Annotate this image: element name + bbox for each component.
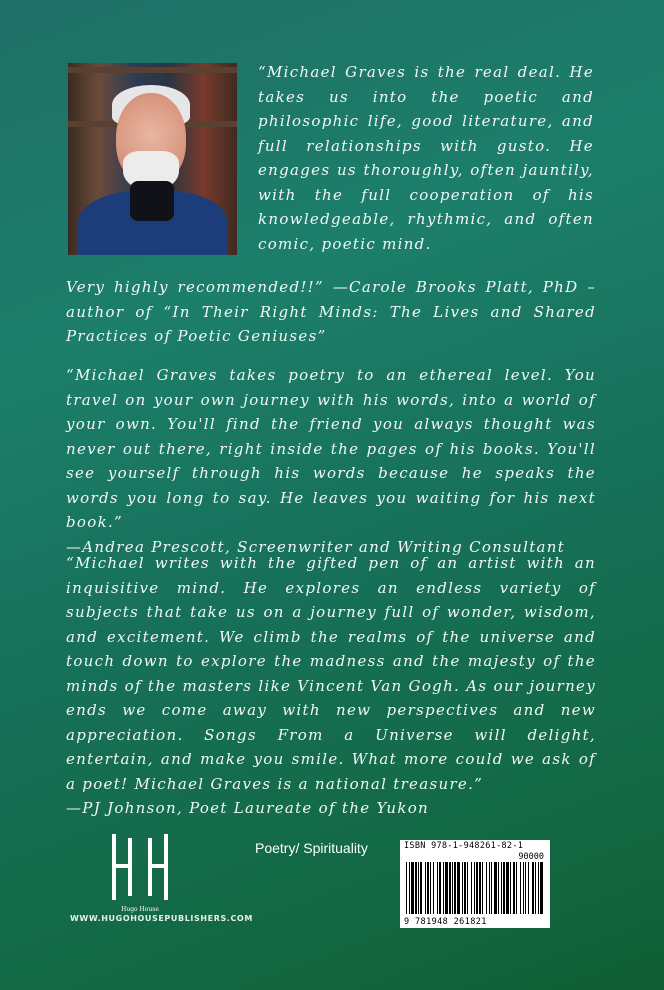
isbn-bottom-text: 9 781948 261821 [404, 917, 487, 927]
barcode-bar [528, 862, 529, 914]
barcode-bar [525, 862, 526, 914]
quote-johnson [66, 551, 596, 821]
barcode-bar [464, 862, 466, 914]
publisher-url: WWW.HUGOHOUSEPUBLISHERS.COM [70, 914, 253, 923]
quote-prescott-attribution: —Andrea Prescott, Screenwriter and Writing Consultant [66, 537, 566, 556]
barcode-bar [415, 862, 417, 914]
quote-johnson-attribution: —PJ Johnson, Poet Laureate of the Yukon [66, 799, 430, 817]
quote-platt-part2: Very highly recommended!!” —Carole Brooks Platt, PhD – author of “In Their Right Minds: The Lives and Shared Practices of Poetic Geniuses” [66, 278, 596, 345]
barcode-bar [445, 862, 448, 914]
barcode-bar [454, 862, 456, 914]
barcode-bar [433, 862, 434, 914]
barcode-bar [462, 862, 463, 914]
isbn-barcode [400, 840, 550, 928]
barcode-bar [482, 862, 483, 914]
barcode-bar [418, 862, 419, 914]
barcode-bar [486, 862, 487, 914]
barcode-bar [449, 862, 451, 914]
barcode-bar [532, 862, 534, 914]
barcode-bar [520, 862, 521, 914]
barcode-bar [535, 862, 536, 914]
quote-prescott-text: “Michael Graves takes poetry to an ethereal level. You travel on your own journey with his words, into a world of your own. You'll find the friend you always thought was never out there, right inside the pages of his books. You'll see yourself through his words because he speaks the words you long to say. He leaves you waiting for his next book.” [66, 366, 596, 531]
barcode-bar [406, 862, 407, 914]
barcode-bar [506, 862, 509, 914]
barcode-bar [494, 862, 497, 914]
barcode-bar [471, 862, 472, 914]
barcode-bar [467, 862, 468, 914]
barcode-bar [427, 862, 429, 914]
barcode-bar [523, 862, 524, 914]
barcode-bar [479, 862, 481, 914]
barcode-bar [457, 862, 460, 914]
barcode-bar [452, 862, 453, 914]
price-code: 90000 [518, 852, 544, 862]
barcode-bar [510, 862, 511, 914]
barcode-bar [474, 862, 475, 914]
barcode-bar [491, 862, 492, 914]
publisher-logo-text: Hugo House [121, 906, 159, 913]
author-photo [68, 63, 237, 255]
bookshelf-top [68, 67, 237, 73]
barcode-bar [503, 862, 505, 914]
barcode-bar [430, 862, 431, 914]
barcode-bar [439, 862, 441, 914]
barcode-bar [411, 862, 414, 914]
barcode-bar [501, 862, 502, 914]
barcode-bar [420, 862, 422, 914]
barcode-bar [409, 862, 410, 914]
barcode-bar [437, 862, 438, 914]
turtleneck [130, 181, 174, 221]
barcode-bar [443, 862, 444, 914]
isbn-top-text: ISBN 978-1-948261-82-1 [404, 841, 524, 851]
barcode-bar [489, 862, 490, 914]
quote-platt-part1: “Michael Graves is the real deal. He takes us into the poetic and philosophic life, good literature, and full relationships with gusto. He engages us thoroughly, often jauntily, with the full cooperation of his knowledgeable, rhythmic, and often comic, poetic mind. [258, 63, 594, 253]
publisher-logo-icon [104, 832, 176, 914]
barcode-bar [513, 862, 515, 914]
barcode-bar [540, 862, 543, 914]
barcode-bar [425, 862, 426, 914]
barcode-bar [538, 862, 539, 914]
book-category: Poetry/ Spirituality [255, 840, 368, 856]
quote-johnson-text: “Michael writes with the gifted pen of an artist with an inquisitive mind. He explores an endless variety of subjects that take us on a journey full of wonder, wisdom, and excitement. We climb the realms of the universe and touch down to explore the madness and the majesty of the minds of the masters like Vincent Van Gogh. As our journey ends we come away with new perspectives and new appreciation. Songs From a Universe will delight, entertain, and make you smile. What more could we ask of a poet! Michael Graves is a national treasure.” [66, 554, 596, 793]
barcode-bars [406, 862, 544, 914]
barcode-bar [476, 862, 478, 914]
barcode-bar [516, 862, 517, 914]
barcode-bar [498, 862, 499, 914]
quote-prescott [66, 363, 596, 559]
